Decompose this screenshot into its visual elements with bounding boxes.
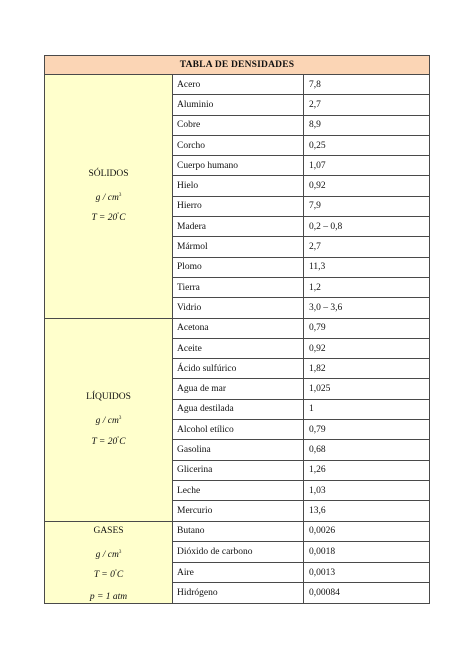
material-name: Alcohol etílico bbox=[173, 420, 304, 440]
density-value: 1,025 bbox=[304, 379, 430, 399]
material-name: Aluminio bbox=[173, 95, 304, 115]
density-value: 1,2 bbox=[304, 277, 430, 297]
density-value: 0,92 bbox=[304, 176, 430, 196]
material-name: Gasolina bbox=[173, 440, 304, 460]
material-name: Ácido sulfúrico bbox=[173, 359, 304, 379]
material-name: Corcho bbox=[173, 135, 304, 155]
material-name: Vidrio bbox=[173, 298, 304, 318]
material-name: Leche bbox=[173, 480, 304, 500]
material-name: Madera bbox=[173, 217, 304, 237]
material-name: Hidrógeno bbox=[173, 583, 304, 604]
material-name: Mármol bbox=[173, 237, 304, 257]
table-row bbox=[45, 75, 430, 95]
material-name: Dióxido de carbono bbox=[173, 542, 304, 563]
density-value: 1,03 bbox=[304, 480, 430, 500]
material-name: Mercurio bbox=[173, 501, 304, 521]
temperature-condition: T = 20°C bbox=[91, 213, 126, 224]
material-name: Cobre bbox=[173, 115, 304, 135]
category-name: GASES bbox=[93, 525, 124, 536]
title-row bbox=[45, 56, 430, 75]
density-value: 0,2 – 0,8 bbox=[304, 217, 430, 237]
density-value: 0,79 bbox=[304, 420, 430, 440]
category-cell-liquids bbox=[45, 318, 173, 521]
table-row bbox=[45, 521, 430, 542]
material-name: Plomo bbox=[173, 257, 304, 277]
density-value: 0,0018 bbox=[304, 542, 430, 563]
material-name: Agua destilada bbox=[173, 399, 304, 419]
degree-symbol: ° bbox=[114, 569, 117, 575]
density-value: 3,0 – 3,6 bbox=[304, 298, 430, 318]
material-name: Butano bbox=[173, 521, 304, 542]
material-name: Aceite bbox=[173, 338, 304, 358]
material-name: Acetona bbox=[173, 318, 304, 338]
density-table bbox=[44, 55, 430, 604]
density-value: 2,7 bbox=[304, 95, 430, 115]
density-value: 0,0013 bbox=[304, 562, 430, 583]
category-name: LÍQUIDOS bbox=[86, 392, 131, 403]
material-name: Acero bbox=[173, 75, 304, 95]
density-unit: g / $cm^3$ bbox=[95, 193, 122, 204]
density-value: 7,8 bbox=[304, 75, 430, 95]
density-value: 0,79 bbox=[304, 318, 430, 338]
density-value: 1 bbox=[304, 399, 430, 419]
unit-exponent: 3 bbox=[118, 549, 122, 555]
density-unit: g / $cm^3$ bbox=[95, 416, 122, 427]
density-value: 0,25 bbox=[304, 135, 430, 155]
density-value: 1,82 bbox=[304, 359, 430, 379]
unit-exponent: 3 bbox=[118, 416, 122, 422]
degree-symbol: ° bbox=[117, 213, 120, 219]
density-value: 0,00084 bbox=[304, 583, 430, 604]
category-cell-solids bbox=[45, 75, 173, 319]
temperature-condition: T = 20°C bbox=[91, 436, 126, 447]
density-value: 0,68 bbox=[304, 440, 430, 460]
density-table-body bbox=[45, 56, 430, 604]
material-name: Hielo bbox=[173, 176, 304, 196]
degree-symbol: ° bbox=[117, 436, 120, 442]
density-value: 13,6 bbox=[304, 501, 430, 521]
density-value: 0,0026 bbox=[304, 521, 430, 542]
material-name: Aire bbox=[173, 562, 304, 583]
temperature-condition: T = 0°C bbox=[93, 569, 124, 580]
density-value: 1,26 bbox=[304, 460, 430, 480]
density-value: 7,9 bbox=[304, 196, 430, 216]
unit-exponent: 3 bbox=[118, 193, 122, 199]
material-name: Agua de mar bbox=[173, 379, 304, 399]
material-name: Tierra bbox=[173, 277, 304, 297]
density-value: 8,9 bbox=[304, 115, 430, 135]
material-name: Glicerina bbox=[173, 460, 304, 480]
pressure-condition: p = 1 atm bbox=[89, 591, 128, 602]
density-value: 1,07 bbox=[304, 156, 430, 176]
density-value: 2,7 bbox=[304, 237, 430, 257]
category-cell-gases bbox=[45, 521, 173, 603]
material-name: Cuerpo humano bbox=[173, 156, 304, 176]
density-unit: g / $cm^3$ bbox=[95, 549, 122, 560]
material-name: Hierro bbox=[173, 196, 304, 216]
density-value: 0,92 bbox=[304, 338, 430, 358]
category-name: SÓLIDOS bbox=[88, 169, 129, 180]
table-row bbox=[45, 318, 430, 338]
density-value: 11,3 bbox=[304, 257, 430, 277]
table-title: TABLA DE DENSIDADES bbox=[45, 56, 430, 75]
